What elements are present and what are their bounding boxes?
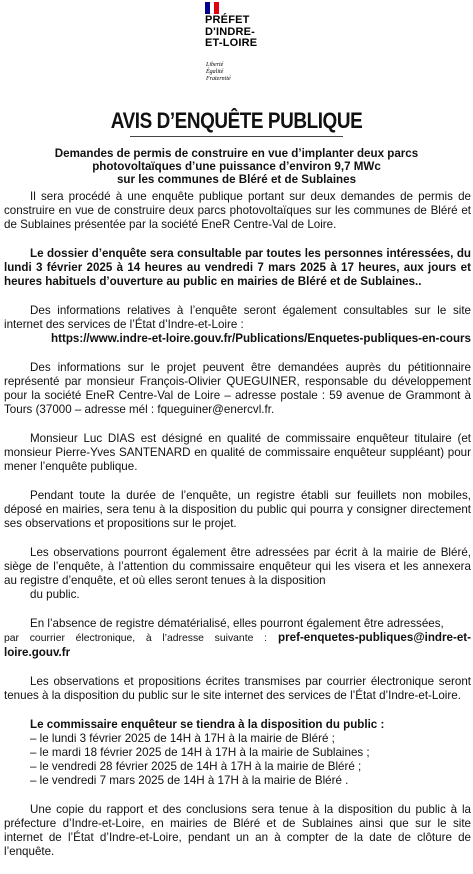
title-divider	[130, 136, 343, 137]
paragraph-written-observations: Les observations pourront également être adressées par écrit à la mairie de Bléré, siège de l’enquête, à l’attention du commissaire enquêteur qui les visera et les annexera au registre d’enquête, et où elles seront tenues à la disposition du public.	[4, 546, 471, 601]
list-item: – le mardi 18 février 2025 de 14H à 17H à la mairie de Sublaines ;	[30, 746, 370, 759]
paragraph-consultation: Le dossier d’enquête sera consultable par toutes les personnes intéressées, du lundi 3 février 2025 à 14 heures au vendredi 7 mars 2025 à 17 heures, aux jours et heures habituels d’ouverture au public en mairies de Bléré et de Sublaines..	[4, 247, 471, 288]
website-link[interactable]: https://www.indre-et-loire.gouv.fr/Publications/Enquetes-publiques-en-cours	[51, 332, 471, 345]
list-item: – le lundi 3 février 2025 de 14H à 17H à la mairie de Bléré ;	[30, 732, 335, 745]
permanence-heading: Le commissaire enquêteur se tiendra à la disposition du public :	[30, 718, 385, 731]
notice-body	[4, 190, 471, 874]
paragraph-report: Une copie du rapport et des conclusions sera tenue à la disposition du public à la préfecture d’Indre-et-Loire, en mairies de Bléré et de Sublaines ainsi que sur le site internet de l’État d’Indre-et-Loire, pendant un an à compter de la date de clôture de l’enquête.	[4, 803, 471, 858]
page-title: AVIS D’ENQUÊTE PUBLIQUE	[110, 108, 363, 133]
permanence-list	[4, 732, 471, 788]
logo-motto: Liberté Égalité Fraternité	[206, 62, 231, 82]
paragraph-petitioner: Des informations sur le projet peuvent être demandées auprès du pétitionnaire représenté par monsieur François-Olivier QUEGUINER, responsable du développement pour la société EneR Centre-Val de Loire – adresse postale : 59 avenue de Grammont à Tours (37000 – adresse mél : fqueguiner@enercvl.fr.	[4, 361, 471, 416]
email-link[interactable]: pref-enquetes-publiques@indre-et-loire.gouv.fr	[4, 631, 471, 659]
paragraph-website: Des informations relatives à l’enquête seront également consultables sur le site internet des services de l’État d’Indre-et-Loire : https://www.indre-et-loire.gouv.fr/Publications/Enquetes-publiques-en-cours	[4, 304, 471, 345]
marianne-flag-icon	[205, 2, 219, 14]
list-item: – le vendredi 28 février 2025 de 14H à 17H à la mairie de Bléré ;	[30, 760, 362, 773]
paragraph-email-observations: Les observations et propositions écrites transmises par courrier électronique seront tenues à la disposition du public sur le site internet des services de l’État d’Indre-et-Loire.	[4, 675, 471, 702]
paragraph-commissioner: Monsieur Luc DIAS est désigné en qualité de commissaire enquêteur titulaire (et monsieur Pierre-Yves SANTENARD en qualité de commissaire enquêteur suppléant) pour mener l’enquête publique.	[4, 432, 471, 473]
paragraph-intro: Il sera procédé à une enquête publique portant sur deux demandes de permis de construire en vue de construire deux parcs photovoltaïques sur les communes de Bléré et de Sublaines présentée par la société EneR Centre-Val de Loire.	[4, 190, 471, 231]
paragraph-email: En l’absence de registre dématérialisé, elles pourront également être adressées, par courrier électronique, à l’adresse suivante : pref-enquetes-publiques@indre-et-loire.gouv.fr	[4, 617, 471, 659]
paragraph-register: Pendant toute la durée de l’enquête, un registre établi sur feuillets non mobiles, déposé en mairies, sera tenu à la disposition du public qui pourra y consigner directement ses observations et propositions sur le projet.	[4, 489, 471, 530]
notice-subtitle: Demandes de permis de construire en vue d’implanter deux parcs photovoltaïques d’une puissance d’environ 9,7 MWc sur les communes de Bléré et de Sublaines	[54, 147, 419, 186]
logo-title: PRÉFET D'INDRE- ET-LOIRE	[205, 14, 258, 49]
list-item: – le vendredi 7 mars 2025 de 14H à 17H à la mairie de Bléré .	[30, 774, 349, 787]
